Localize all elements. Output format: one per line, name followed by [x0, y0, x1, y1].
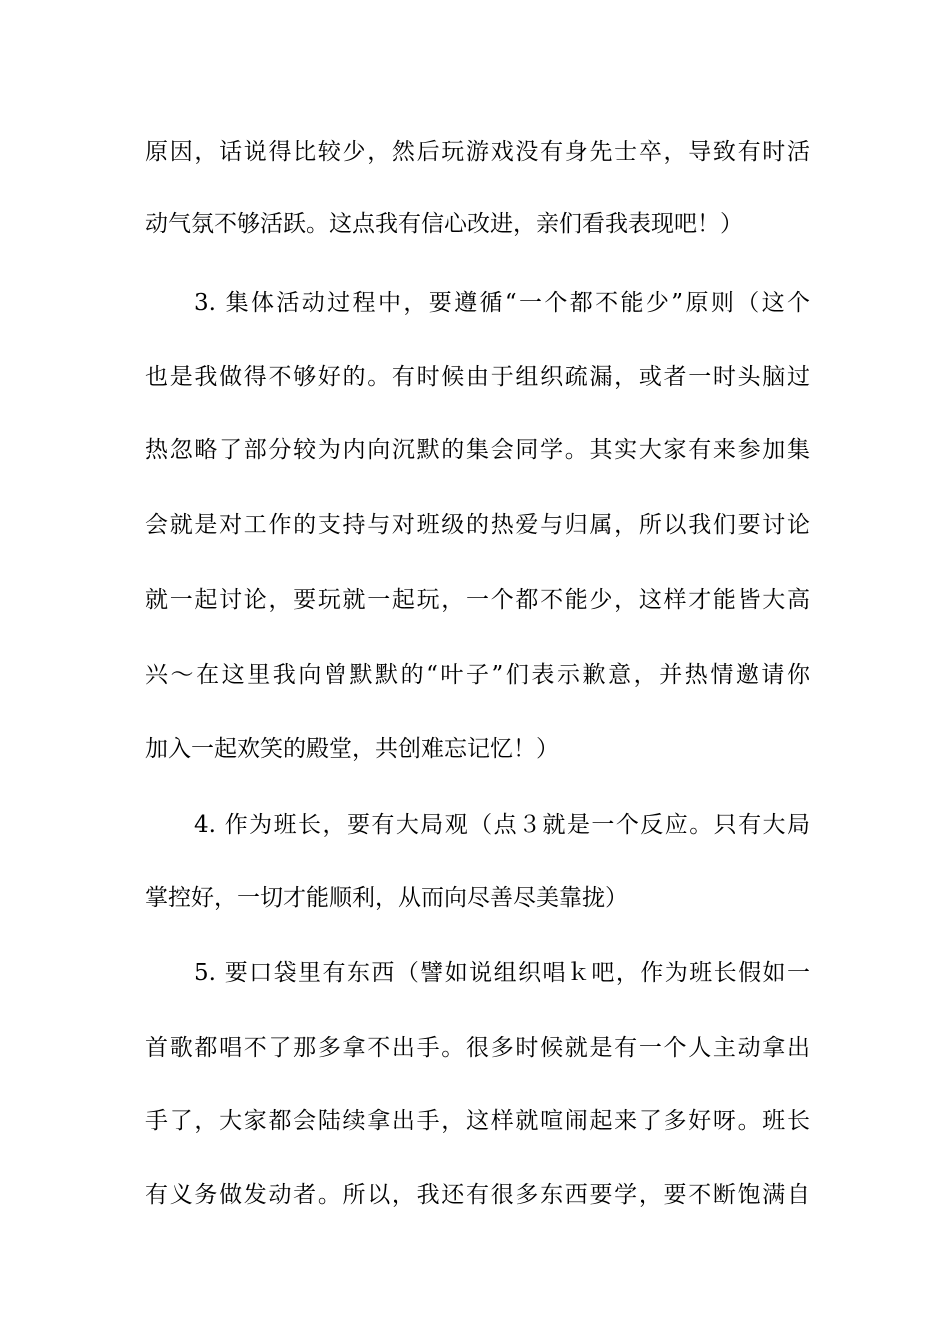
- numbered-item-4: 4. 作为班长，要有大局观（点３就是一个反应。只有大局: [194, 812, 810, 838]
- text-line: 会就是对工作的支持与对班级的热爱与归属，所以我们要讨论: [145, 512, 810, 538]
- text-line: 加入一起欢笑的殿堂，共创难忘记忆！）: [145, 736, 559, 762]
- text-line: 兴～在这里我向曾默默的“叶子”们表示歉意，并热情邀请你: [145, 662, 810, 688]
- numbered-item-5: 5. 要口袋里有东西（譬如说组织唱ｋ吧，作为班长假如一: [194, 960, 810, 986]
- text-line: 首歌都唱不了那多拿不出手。很多时候就是有一个人主动拿出: [145, 1035, 810, 1061]
- numbered-item-3: 3. 集体活动过程中，要遵循“一个都不能少”原则（这个: [194, 290, 810, 316]
- text-line: 就一起讨论，要玩就一起玩，一个都不能少，这样才能皆大高: [145, 587, 810, 613]
- text-line: 热忽略了部分较为内向沉默的集会同学。其实大家有来参加集: [145, 437, 810, 463]
- text-line: 掌控好，一切才能顺利，从而向尽善尽美靠拢）: [145, 885, 628, 911]
- text-line: 原因，话说得比较少，然后玩游戏没有身先士卒，导致有时活: [145, 139, 810, 165]
- text-line: 也是我做得不够好的。有时候由于组织疏漏，或者一时头脑过: [145, 364, 810, 390]
- text-line: 有义务做发动者。所以，我还有很多东西要学，要不断饱满自: [145, 1182, 810, 1208]
- text-line: 手了，大家都会陆续拿出手，这样就喧闹起来了多好呀。班长: [145, 1108, 810, 1134]
- text-line: 动气氛不够活跃。这点我有信心改进，亲们看我表现吧！）: [145, 211, 743, 237]
